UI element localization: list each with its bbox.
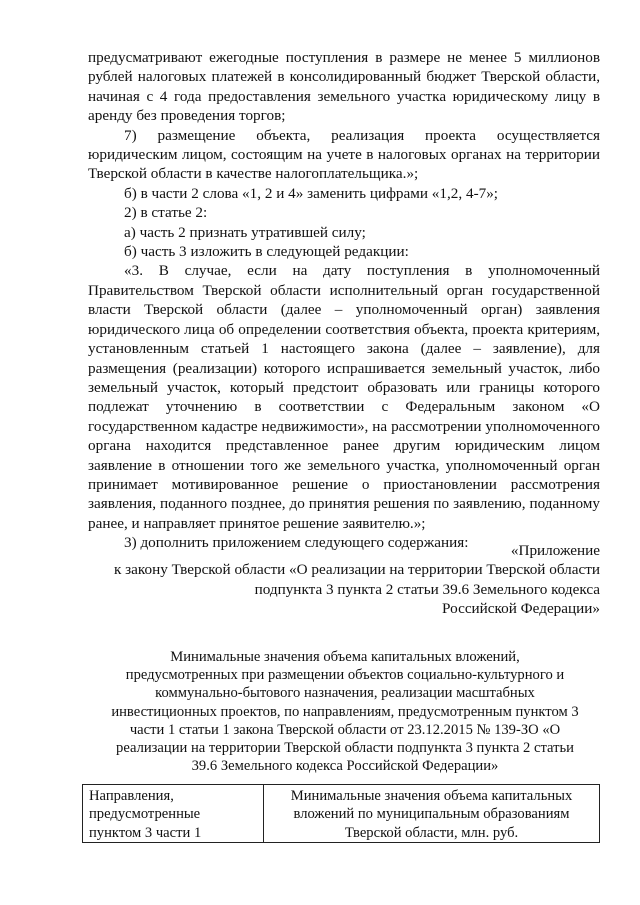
investment-table — [82, 784, 600, 843]
title-line: реализации на территории Тверской области подпункта 3 пункта 2 статьи — [116, 740, 574, 757]
paragraph-item-3-annex: 3) дополнить приложением следующего содержания: — [124, 534, 469, 552]
annex-reference — [80, 541, 600, 619]
annex-title — [90, 648, 600, 775]
title-line: инвестиционных проектов, по направлениям, предусмотренным пунктом 3 — [111, 703, 579, 720]
title-line: Минимальные значения объема капитальных вложений, — [170, 649, 520, 665]
paragraph-item-b-part3: б) часть 3 изложить в следующей редакции: — [124, 243, 409, 261]
title-line: части 1 статьи 1 закона Тверской области от 23.12.2015 № 139-ЗО «О — [129, 721, 561, 738]
header-cell-directions: Направления, предусмотренные пунктом 3 части 1 — [83, 785, 264, 843]
annex-line: к закону Тверской области «О реализации на территории Тверской области — [114, 561, 600, 579]
title-line: 39.6 Земельного кодекса Российской Федерации» — [191, 758, 499, 775]
title-line: предусмотренных при размещении объектов социально-культурного и — [125, 667, 565, 684]
paragraph-continuation: предусматривают ежегодные поступления в размере не менее 5 миллионов рублей налоговых платежей в консолидированный бюджет Тверской области, начиная с 4 года предоставления земельного участка юридическому лицу в аренду без проведения торгов; — [88, 49, 600, 125]
annex-line: Российской Федерации» — [442, 600, 600, 618]
paragraph-item-b-part2: б) в части 2 слова «1, 2 и 4» заменить цифрами «1,2, 4-7»; — [124, 184, 499, 202]
law-body-text — [88, 48, 600, 553]
paragraph-article-2: 2) в статье 2: — [124, 204, 208, 222]
paragraph-part-3-text: «3. В случае, если на дату поступления в уполномоченный Правительством Тверской области исполнительный орган государственной власти Тверской области (далее – уполномоченный орган) заявления юридического лица об определении соответствия объекта, проекта критериям, установленным статьей 1 настоящего закона (далее – заявление), для размещения (реализации) которого испрашивается земельный участок, либо земельный участок, который предстоит образовать или границы которого подлежат уточнению в соответствии с Федеральным законом «О государственном кадастре недвижимости», на рассмотрении уполномоченного органа находится представленное ранее другим юридическим лицом заявление в отношении того же земельного участка, уполномоченный орган принимает мотивированное решение о приостановлении рассмотрения заявления, поданного позднее, до принятия решения по заявлению, поданному ранее, и направляет принятое решение заявителю.»; — [88, 262, 600, 532]
title-line: коммунально-бытового назначения, реализации масштабных — [155, 685, 535, 702]
annex-line: «Приложение — [510, 542, 600, 559]
paragraph-item-7: 7) размещение объекта, реализация проекта осуществляется юридическим лицом, состоящим на учете в налоговых органах на территории Тверской области в качестве налогоплательщика.»; — [88, 126, 600, 183]
header-cell-min-values: Минимальные значения объема капитальных вложений по муниципальным образованиям Тверской области, млн. руб. — [264, 785, 600, 843]
annex-line: подпункта 3 пункта 2 статьи 39.6 Земельного кодекса — [254, 580, 600, 598]
paragraph-item-a: а) часть 2 признать утратившей силу; — [124, 223, 366, 241]
table-header-row — [83, 785, 600, 843]
